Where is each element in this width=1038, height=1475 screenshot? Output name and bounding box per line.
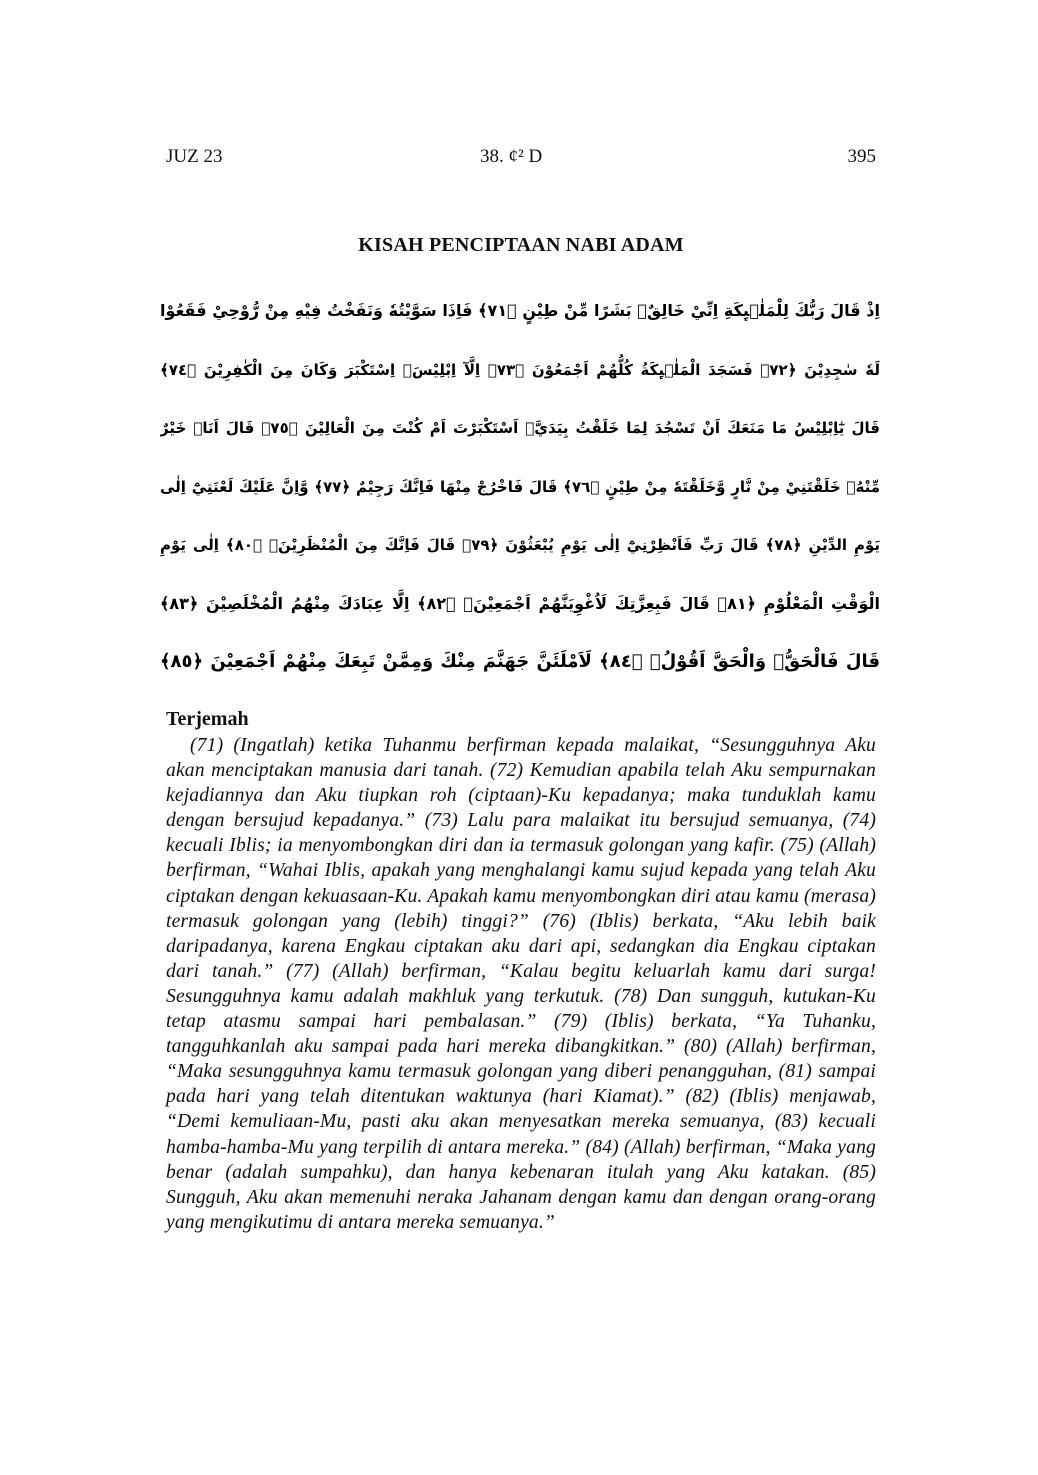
arabic-line: لَهٗ سٰجِدِيْنَ ﴿٧٢﴾ فَسَجَدَ الْمَلٰۤىِٕكَةُ كُلُّهُمْ اَجْمَعُوْنَ ﴿٧٣﴾ اِلَّآ اِبْلِيْسَۗ اِسْتَكْبَرَ وَكَانَ مِنَ الْكٰفِرِيْنَ ﴿٧٤﴾: [160, 360, 880, 379]
arabic-verses: [160, 282, 880, 692]
section-title: KISAH PENCIPTAAN NABI ADAM: [358, 234, 684, 256]
arabic-line: اِذْ قَالَ رَبُّكَ لِلْمَلٰۤىِٕكَةِ اِنِّيْ خَالِقٌۢ بَشَرًا مِّنْ طِيْنٍ ﴿٧١﴾ فَاِذَا سَوَّيْتُهٗ وَنَفَخْتُ فِيْهِ مِنْ رُّوْحِيْ فَقَعُوْا: [160, 301, 880, 320]
page-number: 395: [847, 146, 876, 167]
arabic-line: قَالَ فَالْحَقُّۖ وَالْحَقَّ اَقُوْلُۚ ﴿٨٤﴾ لَاَمْلَئَنَّ جَهَنَّمَ مِنْكَ وَمِمَّنْ تَبِعَكَ مِنْهُمْ اَجْمَعِيْنَ ﴿٨٥﴾: [160, 651, 880, 672]
translation-text: (71) (Ingatlah) ketika Tuhanmu berfirman kepada malaikat, “Sesungguhnya Aku akan menciptakan manusia dari tanah. (72) Kemudian apabila telah Aku sempurnakan kejadiannya dan Aku tiupkan roh (ciptaan)-Ku kepadanya; maka tunduklah kamu dengan bersujud kepadanya.” (73) Lalu para malaikat itu bersujud semuanya, (74) kecuali Iblis; ia menyombongkan diri dan ia termasuk golongan yang kafir. (75) (Allah) berfirman, “Wahai Iblis, apakah yang menghalangi kamu sujud kepada yang telah Aku ciptakan dengan kekuasaan-Ku. Apakah kamu menyombongkan diri atau kamu (merasa) termasuk golongan yang (lebih) tinggi?” (76) (Iblis) berkata, “Aku lebih baik daripadanya, karena Engkau ciptakan aku dari api, sedangkan dia Engkau ciptakan dari tanah.” (77) (Allah) berfirman, “Kalau begitu keluarlah kamu dari surga! Sesungguhnya kamu adalah makhluk yang terkutuk. (78) Dan sungguh, kutukan-Ku tetap atasmu sampai hari pembalasan.” (79) (Iblis) berkata, “Ya Tuhanku, tangguhkanlah aku sampai pada hari mereka dibangkitkan.” (80) (Allah) berfirman, “Maka sesungguhnya kamu termasuk golongan yang diberi penangguhan, (81) sampai pada hari yang telah ditentukan waktunya (hari Kiamat).” (82) (Iblis) menjawab, “Demi kemuliaan-Mu, pasti aku akan menyesatkan mereka semuanya, (83) kecuali hamba-hamba-Mu yang terpilih di antara mereka.” (84) (Allah) berfirman, “Maka yang benar (adalah sumpahku), dan hanya kebenaran itulah yang Aku katakan. (85) Sungguh, Aku akan memenuhi neraka Jahanam dengan kamu dan dengan orang-orang yang mengikutimu di antara mereka semuanya.”: [166, 735, 876, 1233]
juz-label: JUZ 23: [166, 146, 223, 167]
arabic-line: قَالَ يٰٓاِبْلِيْسُ مَا مَنَعَكَ اَنْ تَسْجُدَ لِمَا خَلَقْتُ بِيَدَيَّۗ اَسْتَكْبَرْتَ اَمْ كُنْتَ مِنَ الْعَالِيْنَ ﴿٧٥﴾ قَالَ اَنَا۠ خَيْرٌ: [160, 419, 880, 437]
arabic-line: يَوْمِ الدِّيْنِ ﴿٧٨﴾ قَالَ رَبِّ فَاَنْظِرْنِيْٓ اِلٰى يَوْمِ يُبْعَثُوْنَ ﴿٧٩﴾ قَالَ فَاِنَّكَ مِنَ الْمُنْظَرِيْنَۙ ﴿٨٠﴾ اِلٰى يَوْمِ: [160, 536, 880, 554]
surah-label: 38. ¢² D: [480, 146, 543, 167]
page-header: [166, 146, 876, 172]
translation-heading: Terjemah: [166, 708, 249, 730]
arabic-line: مِّنْهُۗ خَلَقْتَنِيْ مِنْ نَّارٍ وَّخَلَقْتَهٗ مِنْ طِيْنٍ ﴿٧٦﴾ قَالَ فَاخْرُجْ مِنْهَا فَاِنَّكَ رَجِيْمٌ ﴿٧٧﴾ وَّاِنَّ عَلَيْكَ لَعْنَتِيْٓ اِلٰى: [160, 477, 880, 496]
arabic-line: الْوَقْتِ الْمَعْلُوْمِ ﴿٨١﴾ قَالَ فَبِعِزَّتِكَ لَاُغْوِيَنَّهُمْ اَجْمَعِيْنَۙ ﴿٨٢﴾ اِلَّا عِبَادَكَ مِنْهُمُ الْمُخْلَصِيْنَ ﴿٨٣﴾: [160, 593, 880, 613]
